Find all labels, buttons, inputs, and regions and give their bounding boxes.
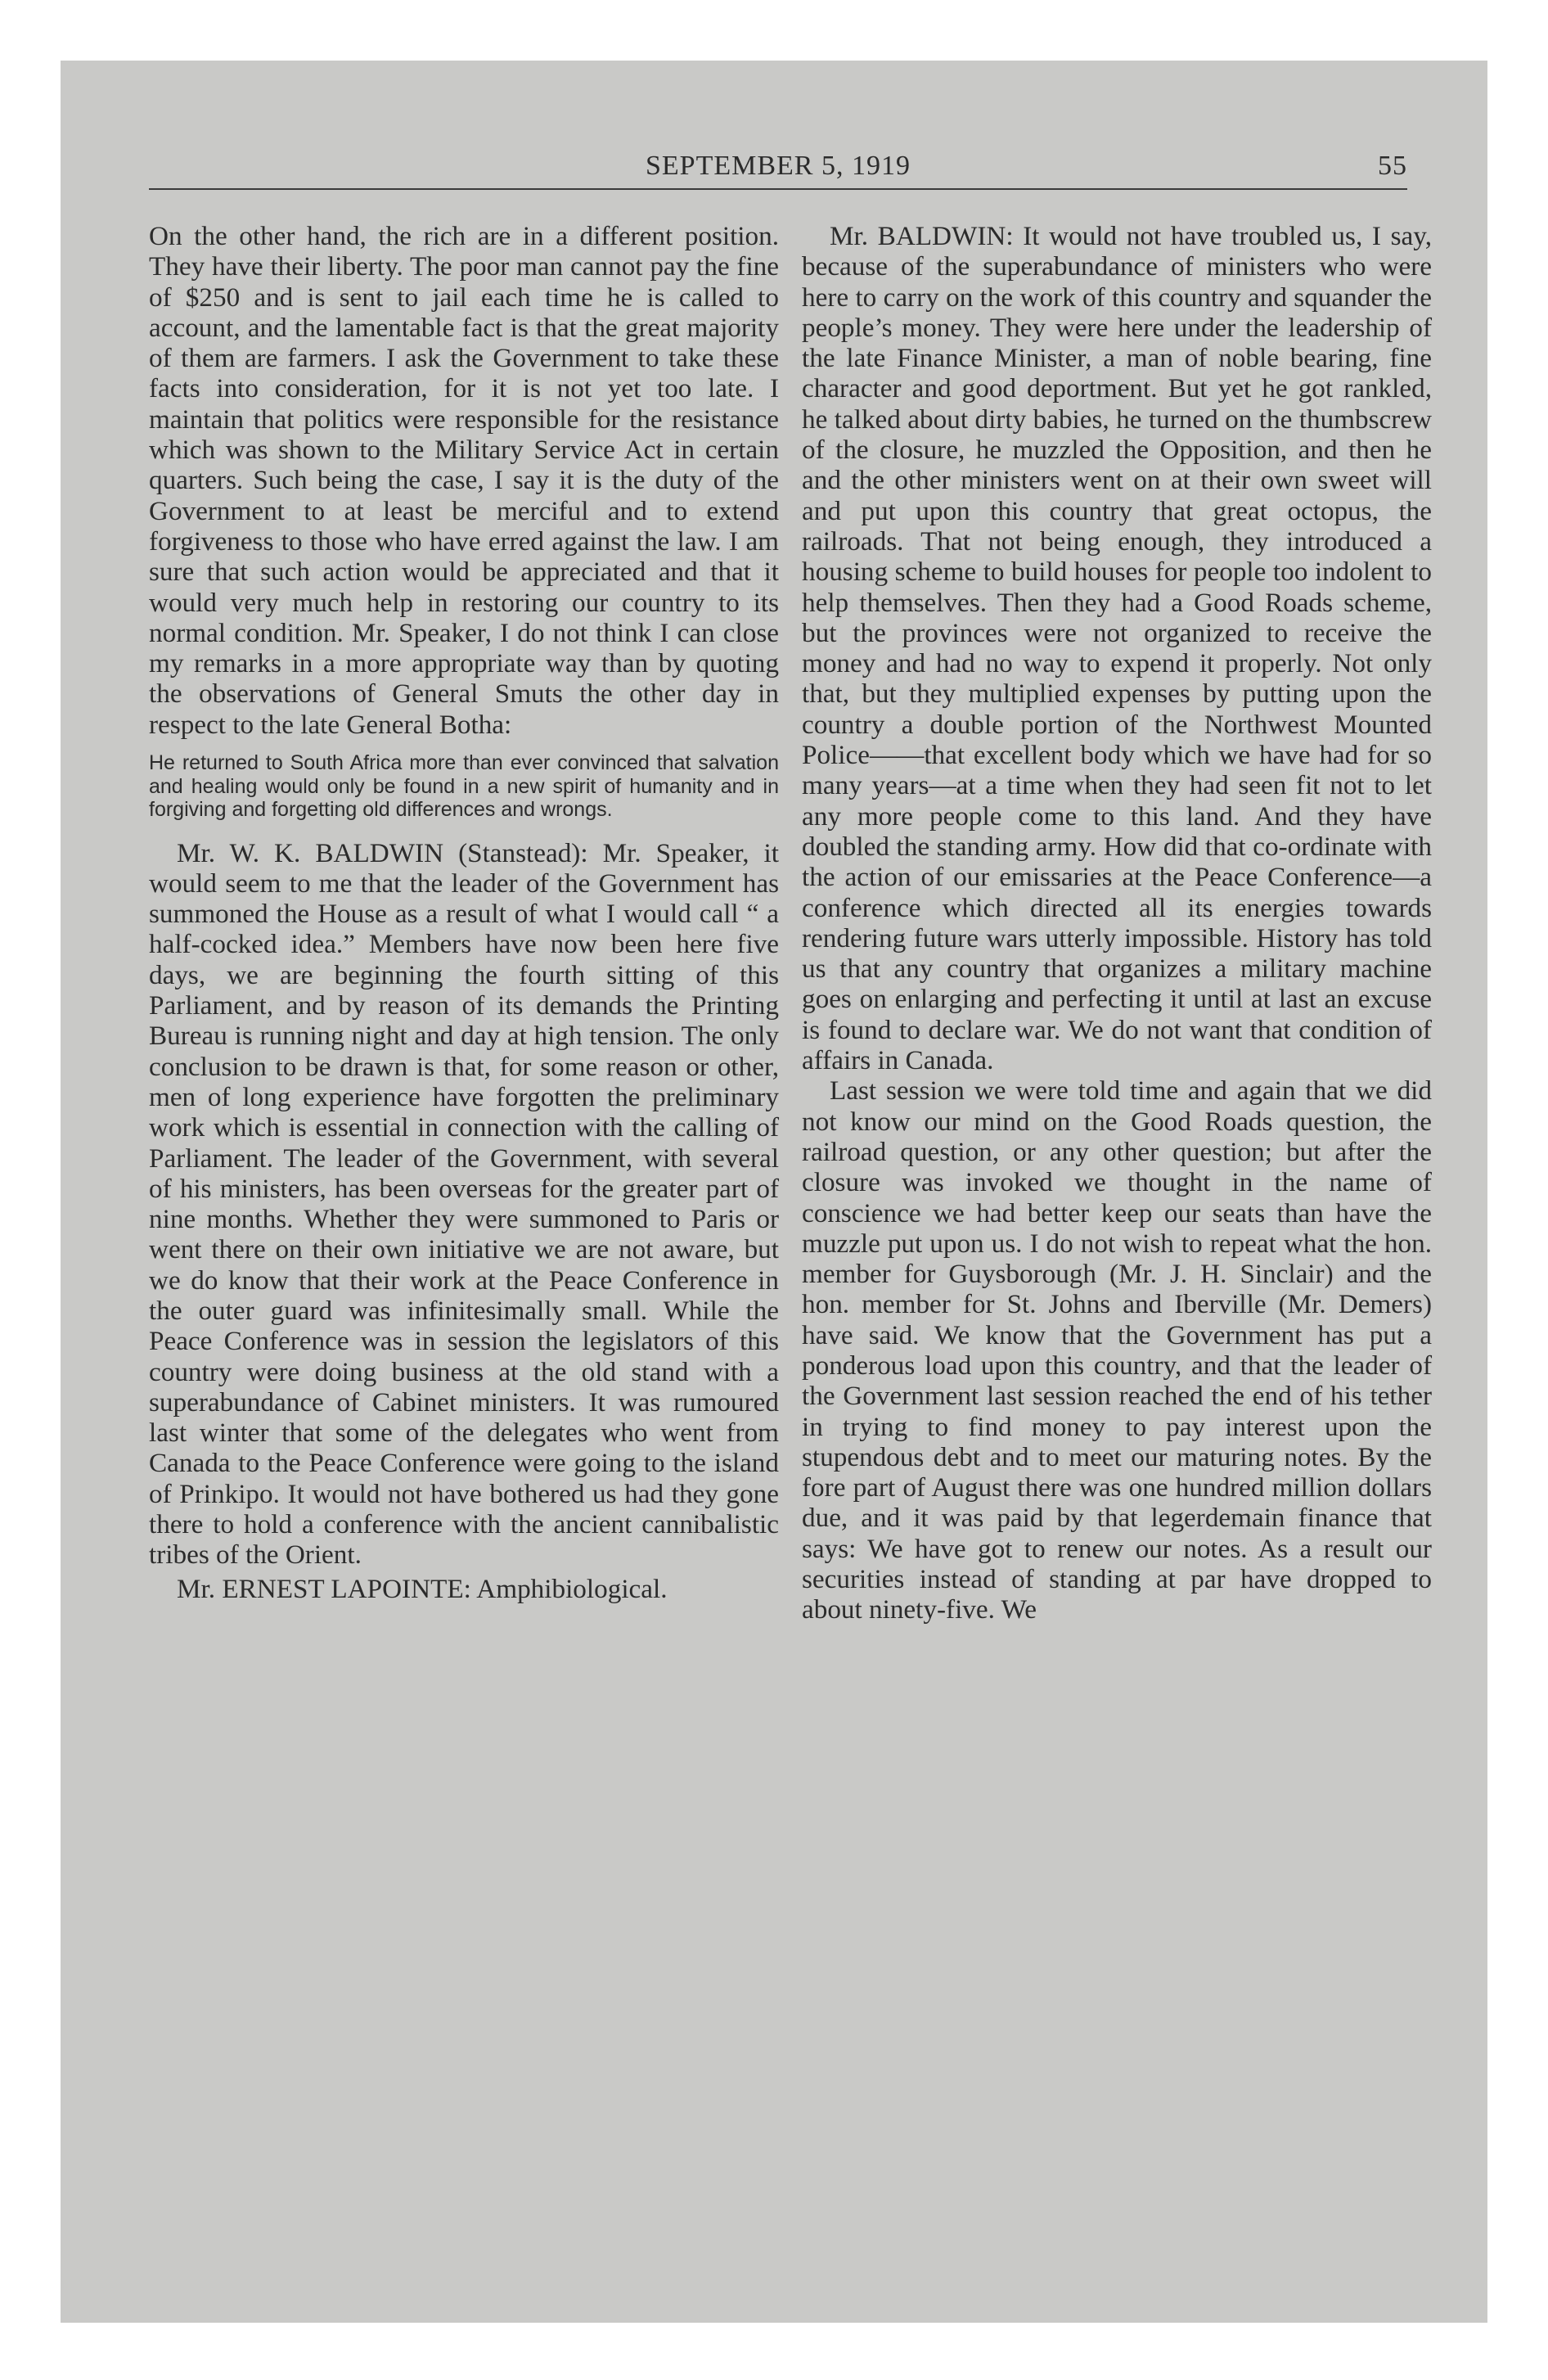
paragraph: Last session we were told time and again that we did not know our mind on the Good Roads question, the railroad question, or any other question; but after the closure was invoked we thought in the name of conscience we had better keep our seats than have the muzzle put upon us. I do not wish to repeat what the hon. member for Guysborough (Mr. J. H. Sinclair) and the hon. member for St. Johns and Iberville (Mr. Demers) have said. We know that the Government has put a ponderous load upon this country, and that the leader of the Government last session reached the end of his tether in trying to find money to pay interest upon the stupendous debt and to meet our maturing notes. By the fore part of August there was one hundred million dollars due, and it was paid by that legerdemain finance that says: We have got to renew our notes. As a result our securities instead of standing at par have dropped to about ninety-five. We — [802, 1075, 1432, 1625]
paragraph: On the other hand, the rich are in a different position. They have their liberty. The poor man cannot pay the fine of $250 and is sent to jail each time he is called to account, and the lamentable fact is that the great majority of them are farmers. I ask the Government to take these facts into consideration, for it is not yet too late. I maintain that politics were responsible for the resistance which was shown to the Military Service Act in certain quarters. Such being the case, I say it is the duty of the Government to at least be merciful and to extend forgiveness to those who have erred against the law. I am sure that such action would be appreciated and that it would very much help in restoring our country to its normal condition. Mr. Speaker, I do not think I can close my remarks in a more appropriate way than by quoting the observations of General Smuts the other day in respect to the late General Botha: — [149, 221, 779, 740]
paragraph: Mr. ERNEST LAPOINTE: Amphibiological. — [177, 1573, 668, 1604]
block-quote: He returned to South Africa more than ever convinced that salvation and healing would only be found in a new spirit of humanity and in forgiving and forgetting old differences and wrongs. — [149, 751, 779, 822]
page-number: 55 — [1378, 151, 1407, 181]
page-header — [149, 151, 1407, 190]
left-column — [149, 221, 779, 1604]
page-date: SEPTEMBER 5, 1919 — [646, 151, 911, 181]
right-column — [802, 221, 1432, 1625]
paragraph: Mr. W. K. BALDWIN (Stanstead): Mr. Speaker, it would seem to me that the leader of the Government has summoned the House as a result of what I would call “ a half-cocked idea.” Members have now been here five days, we are beginning the fourth sitting of this Parliament, and by reason of its demands the Printing Bureau is running night and day at high tension. The only conclusion to be drawn is that, for some reason or other, men of long experience have forgotten the preliminary work which is essential in connection with the calling of Parliament. The leader of the Government, with several of his ministers, has been overseas for the greater part of nine months. Whether they were summoned to Paris or went there on their own initiative we are not aware, but we do know that their work at the Peace Conference in the outer guard was infinitesimally small. While the Peace Conference was in session the legislators of this country were doing business at the old stand with a superabundance of Cabinet ministers. It was rumoured last winter that some of the delegates who went from Canada to the Peace Conference were going to the island of Prinkipo. It would not have bothered us had they gone there to hold a conference with the ancient cannibalistic tribes of the Orient. — [149, 837, 779, 1571]
hansard-page — [61, 61, 1487, 2323]
scanned-page-background — [61, 61, 1487, 2323]
paragraph: Mr. BALDWIN: It would not have troubled us, I say, because of the superabundance of ministers who were here to carry on the work of this country and squander the people’s money. They were here under the leadership of the late Finance Minister, a man of noble bearing, fine character and good deportment. But yet he got rankled, he talked about dirty babies, he turned on the thumbscrew of the closure, he muzzled the Opposition, and then he and the other ministers went on at their own sweet will and put upon this country that great octopus, the railroads. That not being enough, they introduced a housing scheme to build houses for people too indolent to help themselves. Then they had a Good Roads scheme, but the provinces were not organized to receive the money and had no way to expend it properly. Not only that, but they multiplied expenses by putting upon the country a double portion of the Northwest Mounted Police——that excellent body which we have had for so many years—at a time when they had seen fit not to let any more people come to this land. And they have doubled the standing army. How did that co-ordinate with the action of our emissaries at the Peace Conference—a conference which directed all its energies towards rendering future wars utterly impossible. History has told us that any country that organizes a military machine goes on enlarging and perfecting it until at last an excuse is found to declare war. We do not want that condition of affairs in Canada. — [802, 221, 1432, 1076]
